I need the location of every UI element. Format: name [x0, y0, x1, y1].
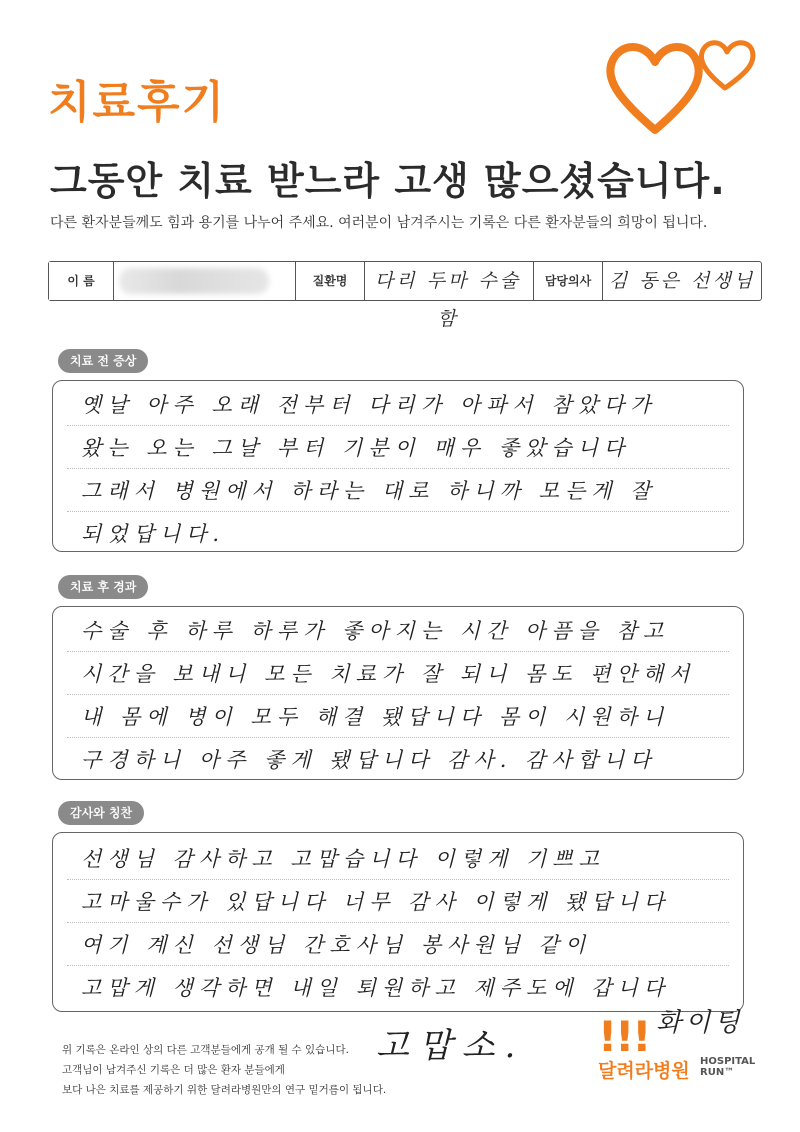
- handwritten-line: 내 몸에 병이 모두 해결 됐답니다 몸이 시원하니: [67, 695, 729, 738]
- section-tag-thanks: 감사와 칭찬: [58, 801, 144, 825]
- handwritten-line: 시간을 보내니 모든 치료가 잘 되니 몸도 편안해서: [67, 652, 729, 695]
- handwritten-line: 그래서 병원에서 하라는 대로 하니까 모든게 잘: [67, 469, 729, 512]
- footer-line: 위 기록은 온라인 상의 다른 고객분들에게 공개 될 수 있습니다.: [62, 1044, 349, 1056]
- handwritten-line: 고마울수가 있답니다 너무 감사 이렇게 됐답니다: [67, 880, 729, 923]
- handwritten-line: 왔는 오는 그날 부터 기분이 매우 좋았습니다: [67, 426, 729, 469]
- handwritten-line: 수술 후 하루 하루가 좋아지는 시간 아픔을 참고: [67, 609, 729, 652]
- headline: 그동안 치료 받느라 고생 많으셨습니다.: [50, 159, 726, 203]
- signature-text: 고맙소.: [376, 1026, 526, 1066]
- logo-exclamation-icon: !!!: [598, 1012, 650, 1061]
- disease-value: 다리 두마 수술함: [374, 270, 522, 330]
- handwritten-line: 여기 계신 선생님 간호사님 봉사원님 같이: [67, 923, 729, 966]
- handwritten-line: 되었답니다.: [81, 522, 226, 546]
- hearts-icon: [600, 30, 770, 140]
- handwritten-line: 선생님 감사하고 고맙습니다 이렇게 기쁘고: [67, 837, 729, 880]
- patient-info-row: [48, 261, 762, 330]
- before-symptoms-box: [52, 380, 744, 552]
- subline: 다른 환자분들께도 힘과 용기를 나누어 주세요. 여러분이 남겨주시는 기록은 다른 환자분들의 희망이 됩니다.: [50, 215, 708, 231]
- logo-name: 달려라병원: [598, 1060, 690, 1082]
- section-tag-after: 치료 후 경과: [58, 575, 148, 599]
- footer-line: 고객님이 남겨주신 기록은 더 많은 환자 분들에게: [62, 1064, 285, 1076]
- thanks-box: [52, 832, 744, 1012]
- doctor-value: 김 동은 선생님: [608, 270, 756, 292]
- footer-line: 보다 나은 치료를 제공하기 위한 달려라병원만의 연구 밑거름이 됩니다.: [62, 1084, 387, 1096]
- page-title: 치료후기: [48, 77, 227, 128]
- name-label: 이 름: [49, 262, 114, 300]
- disease-label: 질환명: [295, 262, 365, 300]
- handwritten-line: 옛날 아주 오래 전부터 다리가 아파서 참았다가: [67, 383, 729, 426]
- logo-sub: HOSPITAL RUN™: [700, 1056, 756, 1078]
- section-tag-before: 치료 전 증상: [58, 349, 148, 373]
- fighting-text: 화이팅: [656, 1008, 744, 1038]
- handwritten-line: 고맙게 생각하면 내일 퇴원하고 제주도에 갑니다: [81, 976, 671, 1000]
- doctor-label: 담당의사: [533, 262, 603, 300]
- name-value-redacted: [119, 268, 269, 294]
- handwritten-line: 구경하니 아주 좋게 됐답니다 감사. 감사합니다: [81, 748, 657, 772]
- after-progress-box: [52, 606, 744, 780]
